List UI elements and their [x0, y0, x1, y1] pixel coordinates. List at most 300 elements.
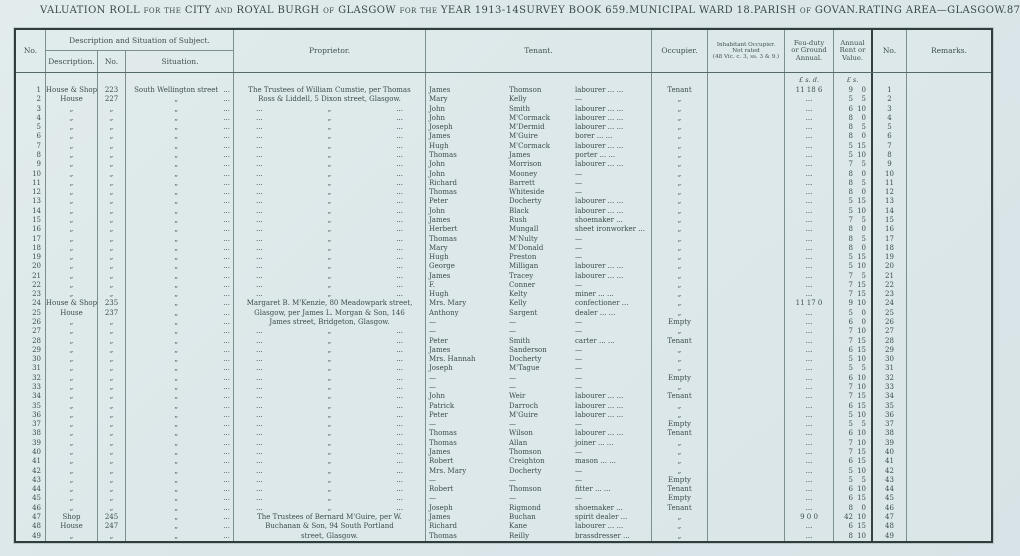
street-number-cell: „	[98, 123, 126, 132]
rent-shillings: 10	[857, 485, 866, 494]
table-row	[16, 337, 991, 346]
rent-pounds: 7	[848, 392, 853, 401]
proprietor-ditto: ... „ ...	[256, 503, 403, 512]
row-number-left: 23	[16, 290, 46, 299]
proprietor-ditto: ... „ ...	[256, 243, 403, 252]
tenant-cell	[426, 170, 652, 179]
tenant-surname: M'Guire	[509, 132, 538, 141]
annual-rent-cell	[834, 105, 873, 114]
occupier-cell: Tenant	[652, 337, 708, 346]
occupier-cell: „	[652, 114, 708, 123]
tenant-surname: James	[509, 150, 531, 159]
description-cell: House	[46, 522, 98, 531]
tenant-surname: Reilly	[509, 531, 530, 540]
tenant-forename: Hugh	[429, 141, 449, 150]
tenant-surname: Docherty	[509, 466, 542, 475]
situation-cell: „ ...	[126, 95, 234, 104]
row-number-left: 5	[16, 123, 46, 132]
remarks-cell	[907, 235, 991, 244]
description-cell: „	[46, 207, 98, 216]
annual-rent-cell	[834, 374, 873, 383]
proprietor-cell	[234, 179, 426, 188]
tenant-surname: M'Donald	[509, 243, 544, 252]
tenant-cell	[426, 151, 652, 160]
tenant-surname: Barrett	[509, 178, 535, 187]
table-row	[16, 485, 991, 494]
situation-cell: „ ...	[126, 309, 234, 318]
occupier-cell: „	[652, 197, 708, 206]
inhabitant-occupier-cell	[708, 290, 785, 299]
remarks-cell	[907, 170, 991, 179]
tenant-occupation: —	[575, 383, 582, 391]
proprietor-ditto: ... „ ...	[256, 253, 403, 262]
description-cell: „	[46, 123, 98, 132]
inhabitant-occupier-cell	[708, 132, 785, 141]
tenant-occupation: —	[575, 318, 582, 327]
table-row	[16, 188, 991, 197]
tenant-forename: —	[429, 373, 436, 382]
situation-cell: „ ...	[126, 197, 234, 206]
header-feu-duty: Feu-duty or Ground Annual.	[785, 30, 834, 72]
occupier-cell: „	[652, 411, 708, 420]
proprietor-ditto: ... „ ...	[256, 429, 403, 438]
tenant-surname: Kelly	[509, 95, 527, 104]
tenant-cell	[426, 142, 652, 151]
tenant-surname: Black	[509, 206, 529, 215]
proprietor-ditto: ... „ ...	[256, 485, 403, 494]
rent-shillings: 10	[857, 104, 866, 113]
tenant-surname: —	[509, 373, 516, 382]
row-number-right: 42	[873, 467, 907, 476]
tenant-occupation: —	[575, 327, 582, 336]
table-row	[16, 142, 991, 151]
row-number-left: 12	[16, 188, 46, 197]
occupier-cell: „	[652, 132, 708, 141]
street-number-cell: 227	[98, 95, 126, 104]
tenant-surname: M'Cormack	[509, 141, 550, 150]
row-number-left: 39	[16, 439, 46, 448]
description-cell: „	[46, 420, 98, 429]
situation-cell: „ ...	[126, 513, 234, 522]
proprietor-ditto: ... „ ...	[256, 327, 403, 336]
street-number-cell: „	[98, 244, 126, 253]
header-no-right: No.	[873, 30, 907, 72]
situation-cell: South Wellington street ...	[126, 86, 234, 95]
feu-duty-cell: ...	[785, 532, 834, 541]
header-annual-rent: Annual Rent or Value.	[834, 30, 873, 72]
rent-pounds: 6	[848, 318, 853, 327]
occupier-cell: „	[652, 151, 708, 160]
rent-pounds: 6	[848, 485, 853, 494]
feu-duty-cell: ...	[785, 402, 834, 411]
tenant-forename: —	[429, 318, 436, 327]
annual-rent-cell	[834, 142, 873, 151]
street-number-cell: „	[98, 467, 126, 476]
street-number-cell: „	[98, 262, 126, 271]
tenant-occupation: labourer ... ...	[575, 522, 624, 531]
tenant-occupation: —	[575, 447, 582, 456]
occupier-cell: „	[652, 439, 708, 448]
tenant-forename: Patrick	[429, 401, 455, 410]
proprietor-cell: Buchanan & Son, 94 South Portland	[234, 522, 426, 531]
tenant-forename: Peter	[429, 336, 448, 345]
annual-rent-cell	[834, 281, 873, 290]
proprietor-cell	[234, 262, 426, 271]
tenant-occupation: labourer ... ...	[575, 271, 624, 280]
occupier-cell: „	[652, 272, 708, 281]
proprietor-cell	[234, 197, 426, 206]
tenant-occupation: labourer ... ...	[575, 141, 624, 150]
occupier-cell: „	[652, 532, 708, 541]
annual-rent-cell	[834, 467, 873, 476]
occupier-cell: „	[652, 160, 708, 169]
table-row	[16, 272, 991, 281]
situation-cell: „ ...	[126, 160, 234, 169]
valuation-table	[14, 28, 993, 543]
occupier-cell: Tenant	[652, 485, 708, 494]
tenant-occupation: labourer ... ...	[575, 392, 624, 401]
description-cell: „	[46, 383, 98, 392]
proprietor-cell	[234, 123, 426, 132]
table-row	[16, 309, 991, 318]
row-number-right: 15	[873, 216, 907, 225]
inhabitant-occupier-cell	[708, 188, 785, 197]
row-number-right: 28	[873, 337, 907, 346]
tenant-cell	[426, 476, 652, 485]
description-cell: „	[46, 244, 98, 253]
description-cell: „	[46, 197, 98, 206]
rent-pounds: 5	[848, 364, 853, 373]
situation-cell: „ ...	[126, 318, 234, 327]
tenant-cell	[426, 253, 652, 262]
proprietor-cell	[234, 504, 426, 513]
tenant-occupation: —	[575, 364, 582, 373]
annual-rent-cell	[834, 532, 873, 541]
tenant-cell	[426, 281, 652, 290]
annual-rent-cell	[834, 160, 873, 169]
rent-pounds: 6	[848, 522, 853, 531]
row-number-left: 15	[16, 216, 46, 225]
tenant-occupation: —	[575, 95, 582, 104]
street-number-cell: „	[98, 374, 126, 383]
rent-pounds: 5	[848, 253, 853, 262]
rent-pounds: 6	[848, 104, 853, 113]
municipal-ward-label: MUNICIPAL WARD 18.	[629, 5, 754, 16]
proprietor-cell: Ross & Liddell, 5 Dixon street, Glasgow.	[234, 95, 426, 104]
remarks-cell	[907, 383, 991, 392]
remarks-cell	[907, 439, 991, 448]
tenant-surname: Morrison	[509, 160, 542, 169]
rent-pounds: 8	[848, 169, 853, 178]
annual-rent-cell	[834, 522, 873, 531]
feu-duty-cell: ...	[785, 281, 834, 290]
street-number-cell: „	[98, 207, 126, 216]
tenant-surname: Thomson	[509, 485, 542, 494]
row-number-right: 20	[873, 262, 907, 271]
feu-duty-cell: ...	[785, 197, 834, 206]
rent-shillings: 0	[861, 169, 866, 178]
row-number-right: 18	[873, 244, 907, 253]
inhabitant-occupier-cell	[708, 151, 785, 160]
street-number-cell: „	[98, 272, 126, 281]
inhabitant-occupier-cell	[708, 337, 785, 346]
proprietor-ditto: ... „ ...	[256, 438, 403, 447]
annual-rent-cell	[834, 411, 873, 420]
inhabitant-occupier-cell	[708, 522, 785, 531]
row-number-right: 38	[873, 429, 907, 438]
rent-shillings: 10	[857, 373, 866, 382]
description-cell: „	[46, 114, 98, 123]
row-number-right: 8	[873, 151, 907, 160]
feu-duty-cell: ...	[785, 272, 834, 281]
tenant-cell	[426, 364, 652, 373]
tenant-cell	[426, 105, 652, 114]
annual-rent-cell	[834, 429, 873, 438]
rent-shillings: 15	[857, 401, 866, 410]
feu-duty-cell: ...	[785, 160, 834, 169]
inhabitant-occupier-cell	[708, 402, 785, 411]
tenant-forename: Hugh	[429, 290, 449, 299]
inhabitant-occupier-cell	[708, 216, 785, 225]
proprietor-ditto: ... „ ...	[256, 345, 403, 354]
remarks-cell	[907, 337, 991, 346]
row-number-right: 33	[873, 383, 907, 392]
inhabitant-occupier-cell	[708, 170, 785, 179]
table-body	[16, 86, 991, 541]
tenant-cell	[426, 225, 652, 234]
tenant-surname: Sargent	[509, 308, 538, 317]
street-number-cell: 235	[98, 299, 126, 308]
feu-duty-cell: ...	[785, 95, 834, 104]
header-inhabitant-occupier: Inhabitant Occupier. Not rated (48 Vic. c. 3, ss. 3 & 9.)	[708, 30, 785, 72]
inhabitant-occupier-cell	[708, 207, 785, 216]
row-number-right: 39	[873, 439, 907, 448]
row-number-left: 30	[16, 355, 46, 364]
street-number-cell: „	[98, 439, 126, 448]
situation-cell: „ ...	[126, 327, 234, 336]
proprietor-cell	[234, 337, 426, 346]
table-row	[16, 504, 991, 513]
description-cell: House	[46, 95, 98, 104]
proprietor-ditto: ... „ ...	[256, 475, 403, 484]
tenant-forename: Peter	[429, 197, 448, 206]
header-situation: Situation.	[161, 57, 199, 66]
rent-pounds: 5	[848, 197, 853, 206]
description-cell: „	[46, 318, 98, 327]
rent-pounds: 6	[848, 429, 853, 438]
rent-shillings: 15	[857, 253, 866, 262]
description-cell: „	[46, 429, 98, 438]
description-cell: „	[46, 346, 98, 355]
proprietor-ditto: ... „ ...	[256, 178, 403, 187]
row-number-left: 22	[16, 281, 46, 290]
tenant-surname: Thomson	[509, 86, 542, 94]
tenant-forename: James	[429, 512, 451, 521]
tenant-cell	[426, 522, 652, 531]
tenant-surname: M'Nulty	[509, 234, 538, 243]
tenant-cell	[426, 494, 652, 503]
rent-shillings: 15	[857, 141, 866, 150]
row-number-right: 41	[873, 457, 907, 466]
feu-duty-cell: ...	[785, 522, 834, 531]
annual-rent-cell	[834, 494, 873, 503]
description-cell: „	[46, 235, 98, 244]
inhabitant-occupier-cell	[708, 439, 785, 448]
annual-rent-cell	[834, 151, 873, 160]
rent-pounds: 5	[848, 308, 853, 317]
proprietor-ditto: ... „ ...	[256, 123, 403, 132]
situation-cell: „ ...	[126, 188, 234, 197]
description-cell: „	[46, 355, 98, 364]
remarks-cell	[907, 244, 991, 253]
row-number-left: 26	[16, 318, 46, 327]
inhabitant-occupier-cell	[708, 374, 785, 383]
proprietor-ditto: ... „ ...	[256, 169, 403, 178]
tenant-occupation: —	[575, 178, 582, 187]
remarks-cell	[907, 485, 991, 494]
proprietor-ditto: ... „ ...	[256, 141, 403, 150]
tenant-occupation: —	[575, 355, 582, 364]
rating-area-label: RATING AREA—GLASGOW.	[858, 5, 1007, 16]
annual-rent-cell	[834, 346, 873, 355]
remarks-cell	[907, 197, 991, 206]
remarks-cell	[907, 392, 991, 401]
rent-shillings: 5	[861, 178, 866, 187]
annual-rent-cell	[834, 504, 873, 513]
tenant-cell	[426, 420, 652, 429]
tenant-cell	[426, 207, 652, 216]
rent-pounds: 7	[848, 438, 853, 447]
table-row	[16, 494, 991, 503]
rent-pounds: 8	[848, 188, 853, 197]
description-cell: „	[46, 485, 98, 494]
tenant-occupation: porter ... ...	[575, 150, 616, 159]
rent-shillings: 0	[861, 86, 866, 94]
row-number-right: 35	[873, 402, 907, 411]
rent-shillings: 10	[857, 327, 866, 336]
tenant-occupation: labourer ... ...	[575, 104, 624, 113]
situation-cell: „ ...	[126, 299, 234, 308]
table-row	[16, 197, 991, 206]
remarks-cell	[907, 86, 991, 95]
situation-cell: „ ...	[126, 429, 234, 438]
description-cell: „	[46, 457, 98, 466]
row-number-left: 37	[16, 420, 46, 429]
proprietor-ditto: ... „ ...	[256, 364, 403, 373]
occupier-cell: „	[652, 216, 708, 225]
tenant-surname: Wilson	[509, 429, 533, 438]
inhabitant-occupier-cell	[708, 309, 785, 318]
proprietor-ditto: ... „ ...	[256, 113, 403, 122]
occupier-cell: „	[652, 309, 708, 318]
row-number-right: 16	[873, 225, 907, 234]
tenant-forename: Mary	[429, 95, 448, 104]
rent-pounds: 5	[848, 475, 853, 484]
header-tenant: Tenant.	[426, 30, 652, 72]
tenant-cell	[426, 114, 652, 123]
street-number-cell: „	[98, 337, 126, 346]
description-cell: „	[46, 281, 98, 290]
tenant-cell	[426, 467, 652, 476]
tenant-occupation: labourer ... ...	[575, 86, 624, 94]
tenant-cell	[426, 299, 652, 308]
rent-shillings: 10	[857, 299, 866, 308]
row-number-left: 1	[16, 86, 46, 95]
inhabitant-occupier-cell	[708, 494, 785, 503]
inhabitant-occupier-cell	[708, 457, 785, 466]
feu-duty-cell: ...	[785, 105, 834, 114]
rent-pounds: 42	[844, 512, 853, 521]
row-number-right: 23	[873, 290, 907, 299]
inhabitant-occupier-cell	[708, 281, 785, 290]
tenant-occupation: —	[575, 475, 582, 484]
tenant-cell	[426, 448, 652, 457]
annual-rent-cell	[834, 253, 873, 262]
table-row	[16, 476, 991, 485]
street-number-cell: 247	[98, 522, 126, 531]
row-number-right: 13	[873, 197, 907, 206]
remarks-cell	[907, 142, 991, 151]
inhabitant-occupier-cell	[708, 160, 785, 169]
table-row	[16, 207, 991, 216]
inhabitant-occupier-cell	[708, 123, 785, 132]
tenant-occupation: —	[575, 420, 582, 429]
proprietor-ditto: ... „ ...	[256, 373, 403, 382]
tenant-cell	[426, 179, 652, 188]
inhabitant-occupier-cell	[708, 429, 785, 438]
rent-pounds: 8	[848, 178, 853, 187]
description-cell: „	[46, 253, 98, 262]
table-row	[16, 170, 991, 179]
rent-pounds: 6	[848, 401, 853, 410]
proprietor-cell: The Trustees of William Cumstie, per Thomas	[234, 86, 426, 95]
tenant-surname: Creighton	[509, 457, 545, 466]
row-number-right: 6	[873, 132, 907, 141]
feu-duty-cell: ...	[785, 132, 834, 141]
situation-cell: „ ...	[126, 281, 234, 290]
occupier-cell: „	[652, 346, 708, 355]
tenant-occupation: sheet ironworker ...	[575, 225, 645, 234]
tenant-occupation: labourer ... ...	[575, 123, 624, 132]
proprietor-cell	[234, 476, 426, 485]
inhabitant-occupier-cell	[708, 244, 785, 253]
description-cell: „	[46, 467, 98, 476]
table-row	[16, 457, 991, 466]
row-number-left: 29	[16, 346, 46, 355]
tenant-forename: John	[429, 104, 446, 113]
remarks-cell	[907, 123, 991, 132]
proprietor-cell	[234, 253, 426, 262]
row-number-left: 18	[16, 244, 46, 253]
proprietor-ditto: ... „ ...	[256, 447, 403, 456]
tenant-forename: Mrs. Mary	[429, 466, 467, 475]
situation-cell: „ ...	[126, 448, 234, 457]
rent-shillings: 15	[857, 392, 866, 401]
situation-cell: „ ...	[126, 355, 234, 364]
tenant-forename: Richard	[429, 178, 457, 187]
remarks-cell	[907, 105, 991, 114]
row-number-left: 49	[16, 532, 46, 541]
tenant-occupation: carter ... ...	[575, 336, 615, 345]
header-street-no: No.	[98, 51, 126, 72]
annual-rent-cell	[834, 513, 873, 522]
proprietor-cell	[234, 151, 426, 160]
rent-shillings: 0	[861, 243, 866, 252]
row-number-left: 13	[16, 197, 46, 206]
remarks-cell	[907, 467, 991, 476]
annual-rent-cell	[834, 123, 873, 132]
annual-rent-cell	[834, 392, 873, 401]
